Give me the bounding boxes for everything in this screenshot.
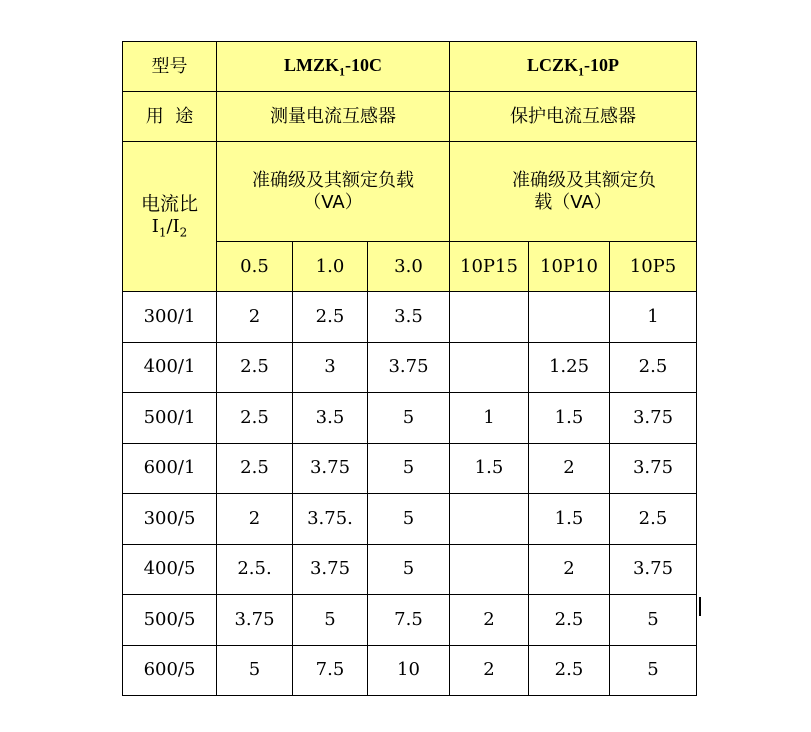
value-cell: 5	[368, 443, 450, 494]
value-cell: 2	[450, 595, 529, 646]
value-cell: 2.5	[529, 595, 610, 646]
table-row	[123, 544, 697, 595]
value-cell: 7.5	[368, 595, 450, 646]
text-cursor	[699, 597, 701, 616]
value-cell: 1.5	[450, 443, 529, 494]
class-10p5: 10P5	[610, 242, 697, 292]
value-cell: 2.5	[217, 342, 293, 393]
data-rows	[123, 292, 697, 696]
ratio-cell: 500/5	[123, 595, 217, 646]
ratio-cell: 600/5	[123, 645, 217, 696]
value-cell: 1.25	[529, 342, 610, 393]
value-cell: 1	[610, 292, 697, 343]
value-cell: 3.5	[293, 393, 368, 444]
value-cell: 3.5	[368, 292, 450, 343]
value-cell	[450, 494, 529, 545]
value-cell: 10	[368, 645, 450, 696]
value-cell: 3.75	[610, 443, 697, 494]
ratio-cell: 300/5	[123, 494, 217, 545]
value-cell: 3.75	[293, 544, 368, 595]
value-cell: 2.5	[217, 393, 293, 444]
value-cell	[450, 544, 529, 595]
ct-spec-table	[122, 41, 697, 696]
value-cell	[450, 342, 529, 393]
value-cell: 3.75	[217, 595, 293, 646]
table-row	[123, 494, 697, 545]
table-row	[123, 342, 697, 393]
class-3-0: 3.0	[368, 242, 450, 292]
value-cell: 2	[450, 645, 529, 696]
value-cell: 2	[529, 443, 610, 494]
table-row	[123, 393, 697, 444]
value-cell: 7.5	[293, 645, 368, 696]
value-cell: 2	[529, 544, 610, 595]
table-row	[123, 443, 697, 494]
value-cell: 3.75	[368, 342, 450, 393]
value-cell	[529, 292, 610, 343]
value-cell: 2.5	[610, 342, 697, 393]
ratio-label-line1: 电流比	[140, 193, 198, 216]
value-cell: 2.5	[529, 645, 610, 696]
value-cell: 5	[293, 595, 368, 646]
table-row	[123, 595, 697, 646]
usage-protect: 保护电流互感器	[450, 92, 697, 142]
class-0-5: 0.5	[217, 242, 293, 292]
class-1-0: 1.0	[293, 242, 368, 292]
ratio-label	[123, 142, 217, 292]
class-10p10: 10P10	[529, 242, 610, 292]
value-cell: 5	[217, 645, 293, 696]
value-cell: 3.75	[610, 393, 697, 444]
value-cell: 5	[368, 494, 450, 545]
value-cell: 2.5	[293, 292, 368, 343]
accuracy-measure-header: 准确级及其额定负载 （VA）	[217, 142, 450, 242]
value-cell: 3.75	[610, 544, 697, 595]
value-cell: 2	[217, 494, 293, 545]
ratio-cell: 600/1	[123, 443, 217, 494]
model-lczk: $LCZK_1-10P$	[450, 42, 697, 92]
model-label: 型号	[123, 42, 217, 92]
class-10p15: 10P15	[450, 242, 529, 292]
value-cell	[450, 292, 529, 343]
value-cell: 1.5	[529, 393, 610, 444]
ratio-cell: 400/5	[123, 544, 217, 595]
value-cell: 2.5.	[217, 544, 293, 595]
ratio-cell: 300/1	[123, 292, 217, 343]
value-cell: 3	[293, 342, 368, 393]
value-cell: 2.5	[610, 494, 697, 545]
value-cell: 1	[450, 393, 529, 444]
usage-measure: 测量电流互感器	[217, 92, 450, 142]
value-cell: 3.75.	[293, 494, 368, 545]
ratio-cell: 500/1	[123, 393, 217, 444]
accuracy-protect-header: 准确级及其额定负 载（VA）	[450, 142, 697, 242]
value-cell: 5	[610, 645, 697, 696]
usage-label: 用 途	[123, 92, 217, 142]
value-cell: 5	[368, 544, 450, 595]
value-cell: 5	[610, 595, 697, 646]
model-lmzk: $LMZK_1-10C$	[217, 42, 450, 92]
table-row	[123, 645, 697, 696]
value-cell: 3.75	[293, 443, 368, 494]
table-row	[123, 292, 697, 343]
ratio-label-line2: $I_1/I_2$	[151, 215, 188, 240]
value-cell: 2.5	[217, 443, 293, 494]
value-cell: 5	[368, 393, 450, 444]
value-cell: 2	[217, 292, 293, 343]
ratio-cell: 400/1	[123, 342, 217, 393]
value-cell: 1.5	[529, 494, 610, 545]
